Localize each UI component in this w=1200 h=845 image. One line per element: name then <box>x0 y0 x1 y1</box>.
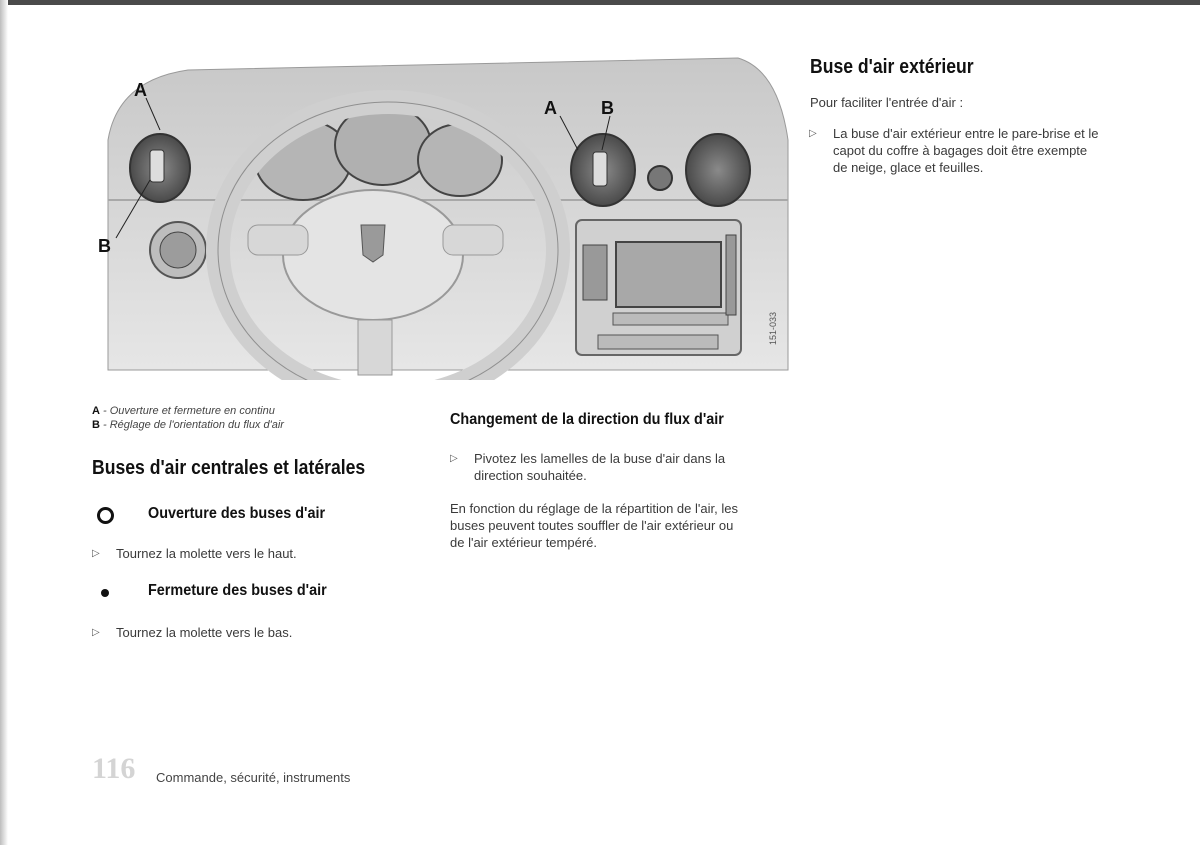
instruction-step: ▷ Tournez la molette vers le bas. <box>92 625 293 640</box>
open-circle-icon <box>97 507 114 524</box>
callout-label: A <box>544 98 557 118</box>
radio-navigation-unit <box>576 220 741 355</box>
page-binding-edge <box>0 0 8 845</box>
legend-item: B - Réglage de l'orientation du flux d'air <box>92 419 284 431</box>
figure-legend <box>92 404 284 432</box>
instruction-step: ▷ Tournez la molette vers le haut. <box>92 546 297 561</box>
instruction-step: ▷ Pivotez les lamelles de la buse d'air dans la direction souhaitée. <box>450 451 726 483</box>
triangle-bullet-icon: ▷ <box>92 627 100 638</box>
subsection-heading: Fermeture des buses d'air <box>148 582 327 599</box>
callout-label: B <box>98 236 111 256</box>
subsection-heading: Ouverture des buses d'air <box>148 505 326 522</box>
chapter-title: Commande, sécurité, instruments <box>156 770 351 785</box>
dashboard-illustration <box>98 50 798 380</box>
triangle-bullet-icon: ▷ <box>92 548 100 559</box>
page-number: 116 <box>92 752 136 785</box>
section-heading: Buses d'air centrales et latérales <box>92 457 366 479</box>
legend-item: A - Ouverture et fermeture en continu <box>92 405 275 417</box>
paragraph: En fonction du réglage de la répartition de l'air, les buses peuvent toutes souffler de l'air extérieur ou de l'air extérieur tempéré. <box>450 501 738 550</box>
page-top-edge <box>0 0 1200 5</box>
subsection-heading: Changement de la direction du flux d'air <box>450 411 724 428</box>
triangle-bullet-icon: ▷ <box>450 453 458 464</box>
section-heading: Buse d'air extérieur <box>810 56 974 78</box>
figure-code: 151-033 <box>768 311 778 345</box>
callout-label: A <box>134 80 147 100</box>
triangle-bullet-icon: ▷ <box>809 128 817 139</box>
filled-circle-icon <box>101 589 109 597</box>
callout-label: B <box>601 98 614 118</box>
instruction-step: ▷ La buse d'air extérieur entre le pare-brise et le capot du coffre à bagages doit être exempte de neige, glace et feuilles. <box>809 126 1099 175</box>
paragraph: Pour faciliter l'entrée d'air : <box>810 95 964 110</box>
left-air-vent <box>130 134 190 202</box>
